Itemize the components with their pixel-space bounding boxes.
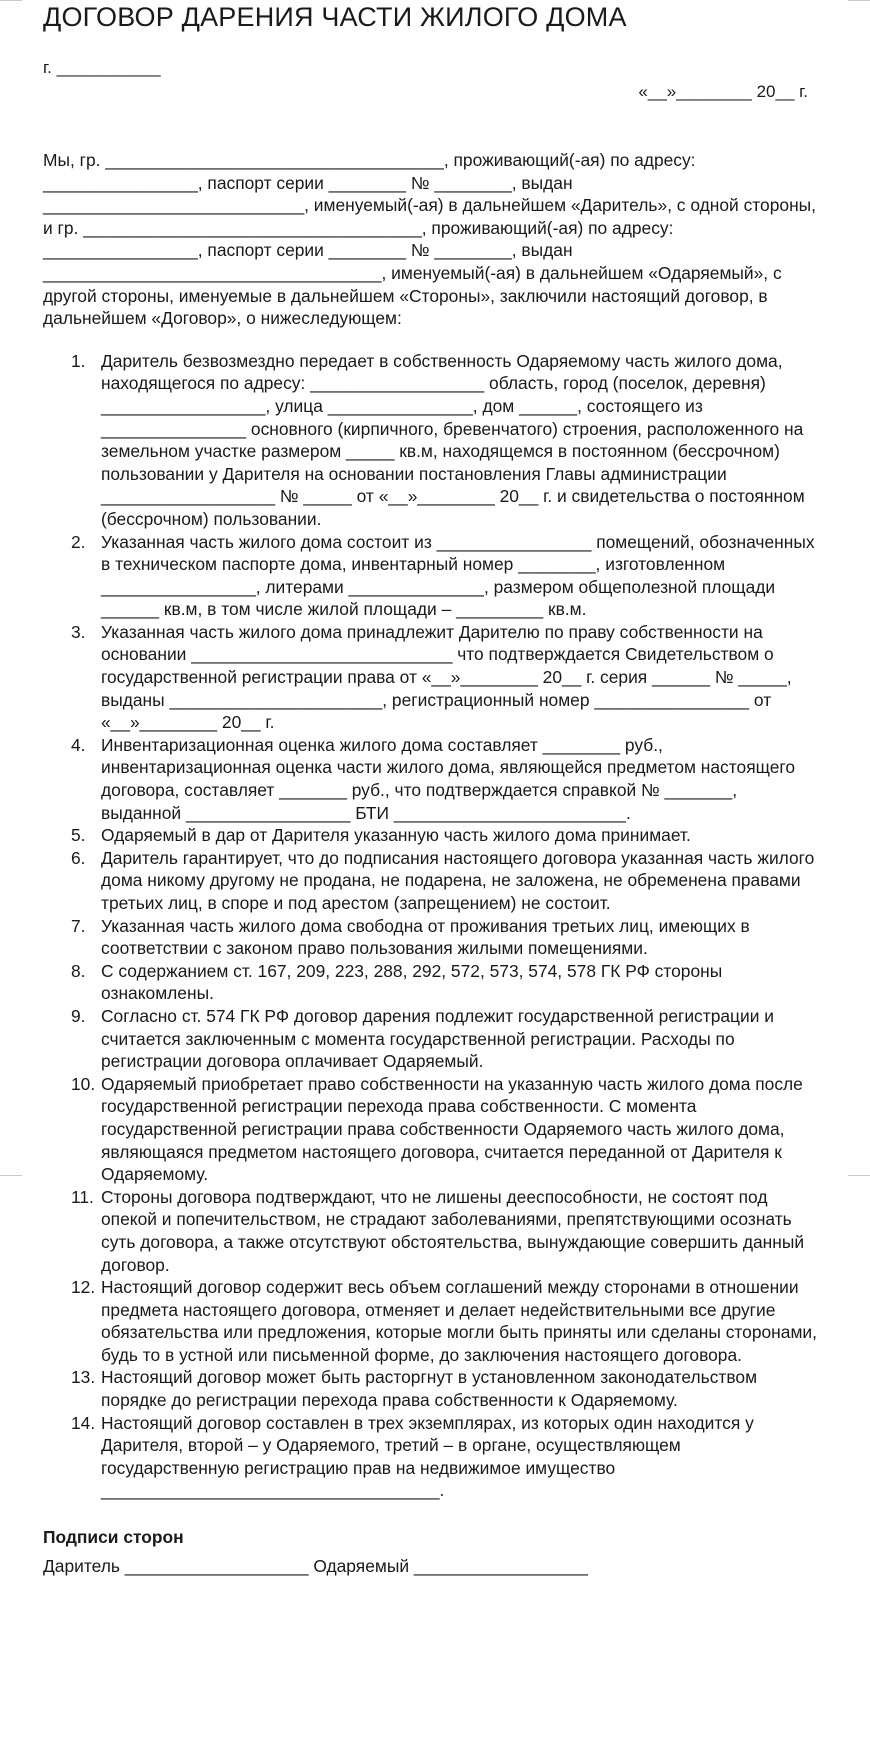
list-item [43,350,818,531]
clause-text: Согласно ст. 574 ГК РФ договор дарения подлежит государственной регистрации и считается заключенным с момента государственной регистрации. Расходы по регистрации договора оплачивает Одаряемый. [101,1005,774,1072]
clause-number: 7. [71,915,86,936]
clause-text: Даритель безвозмездно передает в собственность Одаряемому часть жилого дома, находящегося по адресу: __________________ область, город (поселок, деревня) _________________, улица _______________, дом ______, состоящего из _______________ основного (кирпичного, бревенчатого) строения, расположенного на земельном участке размером _____ кв.м, находящемся в постоянном (бессрочном) пользовании у Дарителя на основании постановления Главы администрации __________________ № _____ от «__»________ 20__ г. и свидетельства о постоянном (бессрочном) пользовании. [101,350,805,529]
list-item [43,915,818,960]
crop-mark [0,1175,22,1176]
clause-number: 8. [71,960,86,981]
list-item [43,1186,818,1276]
list-item [43,824,818,847]
clause-number: 5. [71,825,86,846]
crop-mark [0,0,22,1]
list-item [43,1366,818,1411]
crop-mark [848,0,870,1]
clause-text: Указанная часть жилого дома свободна от проживания третьих лиц, имеющих в соответствии с законом право пользования жилыми помещениями. [101,915,750,959]
clause-number: 9. [71,1005,86,1026]
clause-text: С содержанием ст. 167, 209, 223, 288, 292, 572, 573, 574, 578 ГК РФ стороны ознакомлены. [101,960,723,1004]
clause-text: Указанная часть жилого дома состоит из ________________ помещений, обозначенных в техническом паспорте дома, инвентарный номер ________, изготовленном ________________, литерами ______________, размером общеполезной площади ______ кв.м, в том числе жилой площади – _________ кв.м. [101,531,815,620]
clause-text: Указанная часть жилого дома принадлежит Дарителю по праву собственности на основании ___________________________ что подтверждается Свидетельством о государственной регистрации права от «__»________ 20__ г. серия ______ № _____, выданы ______________________, регистрационный номер ________________ от «__»________ 20__ г. [101,621,792,733]
clause-text: Одаряемый приобретает право собственности на указанную часть жилого дома после государственной регистрации перехода права собственности. С момента государственной регистрации права собственности Одаряемого часть жилого дома, являющаяся предметом настоящего договора, считается переданной от Дарителя к Одаряемому. [101,1073,803,1185]
intro-paragraph: Мы, гр. ___________________________________, проживающий(-ая) по адресу: ________________, паспорт серии ________ № ________, выдан ___________________________, именуемый(-ая) в дальнейшем «Даритель», с одной стороны, и гр. ___________________________________, проживающий(-ая) по адресу: ________________, паспорт серии ________ № ________, выдан ___________________________________, именуемый(-ая) в дальнейшем «Одаряемый», с другой стороны, именуемые в дальнейшем «Стороны», заключили настоящий договор, в дальнейшем «Договор», о нижеследующем: [43,150,816,329]
clause-number: 14. [71,1412,96,1433]
clause-number: 3. [71,621,86,642]
clause-number: 12. [71,1277,96,1298]
crop-mark [848,1175,870,1176]
clause-text: Настоящий договор составлен в трех экземплярах, из которых один находится у Дарителя, второй – у Одаряемого, третий – в органе, осуществляющем государственную регистрацию прав на недвижимое имущество ___________________________________. [101,1412,754,1501]
date-line: «__»________ 20__ г. [638,82,808,101]
list-item [43,1005,818,1073]
document-body [43,149,818,1577]
clause-text: Настоящий договор может быть расторгнут в установленном законодательством порядке до регистрации перехода права собственности к Одаряемому. [101,1367,758,1411]
clause-number: 4. [71,734,86,755]
clause-number: 10. [71,1073,96,1094]
list-item [43,960,818,1005]
clause-text: Стороны договора подтверждают, что не лишены дееспособности, не состоят под опекой и попечительством, не страдают заболеваниями, препятствующими осознать суть договора, а также отсутствуют обстоятельства, вынуждающие совершить данный договор. [101,1186,805,1275]
clause-text: Даритель гарантирует, что до подписания настоящего договора указанная часть жилого дома никому другому не продана, не подарена, не заложена, не обременена правами третьих лиц, в споре и под арестом (запрещением) не состоит. [101,847,815,913]
clause-number: 13. [71,1367,96,1388]
clause-number: 11. [71,1186,94,1207]
list-item [43,734,818,824]
list-item [43,1412,818,1502]
clause-number: 6. [71,847,86,868]
document-title: ДОГОВОР ДАРЕНИЯ ЧАСТИ ЖИЛОГО ДОМА [43,2,627,32]
list-item [43,531,818,621]
clause-number: 2. [71,531,86,552]
clause-number: 1. [71,350,86,371]
list-item [43,847,818,915]
clauses-list [43,350,818,1502]
clause-text: Одаряемый в дар от Дарителя указанную часть жилого дома принимает. [101,825,691,846]
clause-text: Инвентаризационная оценка жилого дома составляет ________ руб., инвентаризационная оценка части жилого дома, являющейся предметом настоящего договора, составляет _______ руб., что подтверждается справкой № _______, выданной _________________ БТИ ________________________. [101,734,796,823]
list-item [43,621,818,734]
signatures-line: Даритель ___________________ Одаряемый __________________ [43,1555,588,1576]
list-item [43,1073,818,1186]
clause-text: Настоящий договор содержит весь объем соглашений между сторонами в отношении предмета настоящего договора, отменяет и делает недействительными все другие обязательства или предложения, которые могли быть приняты или сделаны сторонами, будь то в устной или письменной форме, до заключения настоящего договора. [101,1277,817,1365]
list-item [43,1276,818,1366]
city-line: г. ___________ [43,58,161,77]
signatures-heading: Подписи сторон [43,1527,184,1548]
